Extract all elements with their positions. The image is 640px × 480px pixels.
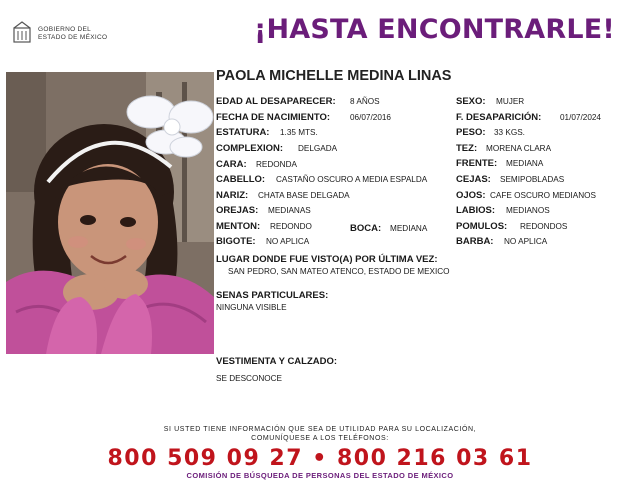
label-cabello: CABELLO:: [216, 174, 266, 185]
coat-of-arms-icon: [12, 20, 32, 44]
phone-separator: •: [312, 446, 328, 471]
label-pomulos: POMULOS:: [456, 221, 508, 232]
footer-note-line2: COMUNÍQUESE A LOS TELÉFONOS:: [251, 435, 389, 442]
label-tez: TEZ:: [456, 143, 478, 154]
value-fecha-nacimiento: 06/07/2016: [350, 113, 391, 122]
value-complexion: DELGADA: [298, 144, 338, 153]
headline: ¡HASTA ENCONTRARLE!: [254, 14, 615, 45]
label-labios: LABIOS:: [456, 205, 496, 216]
label-nariz: NARIZ:: [216, 190, 249, 201]
label-orejas: OREJAS:: [216, 205, 259, 216]
value-peso: 33 KGS.: [494, 128, 525, 137]
value-orejas: MEDIANAS: [268, 206, 311, 215]
value-barba: NO APLICA: [504, 237, 548, 246]
value-ojos: CAFE OSCURO MEDIANOS: [490, 191, 596, 200]
gov-line1: GOBIERNO DEL: [38, 26, 92, 33]
label-frente: FRENTE:: [456, 158, 498, 169]
value-bigote: NO APLICA: [266, 237, 310, 246]
value-menton: REDONDO: [270, 222, 312, 231]
value-labios: MEDIANOS: [506, 206, 550, 215]
value-cabello: CASTAÑO OSCURO A MEDIA ESPALDA: [276, 175, 428, 184]
label-fecha-nacimiento: FECHA DE NACIMIENTO:: [216, 112, 330, 123]
label-bigote: BIGOTE:: [216, 236, 256, 247]
government-logo: [12, 20, 120, 46]
label-edad: EDAD AL DESAPARECER:: [216, 96, 336, 107]
label-f-desaparicion: F. DESAPARICIÓN:: [456, 112, 542, 123]
label-cara: CARA:: [216, 159, 247, 170]
label-vestimenta: VESTIMENTA Y CALZADO:: [216, 356, 338, 367]
label-ojos: OJOS:: [456, 190, 486, 201]
value-f-desaparicion: 01/07/2024: [560, 113, 601, 122]
value-cejas: SEMIPOBLADAS: [500, 175, 565, 184]
photo-illustration: [6, 72, 214, 354]
label-boca: BOCA:: [350, 223, 382, 234]
commission-name: COMISIÓN DE BÚSQUEDA DE PERSONAS DEL ESTADO DE MÉXICO: [186, 471, 454, 480]
value-frente: MEDIANA: [506, 159, 544, 168]
value-estatura: 1.35 MTS.: [280, 128, 318, 137]
label-last-seen: LUGAR DONDE FUE VISTO(A) POR ÚLTIMA VEZ:: [216, 254, 438, 265]
label-senas: SENAS PARTICULARES:: [216, 290, 329, 301]
phone-number-2[interactable]: 800 216 03 61: [336, 446, 533, 471]
value-sexo: MUJER: [496, 97, 525, 106]
phone-number-1[interactable]: 800 509 09 27: [107, 446, 304, 471]
gov-line2: ESTADO DE MÉXICO: [38, 34, 108, 41]
label-cejas: CEJAS:: [456, 174, 491, 185]
phone-numbers: [0, 446, 640, 471]
label-estatura: ESTATURA:: [216, 127, 270, 138]
value-boca: MEDIANA: [390, 224, 428, 233]
footer-note-line1: SI USTED TIENE INFORMACIÓN QUE SEA DE UTILIDAD PARA SU LOCALIZACIÓN,: [163, 426, 477, 433]
missing-person-photo: [6, 72, 214, 354]
value-tez: MORENA CLARA: [486, 144, 552, 153]
value-senas: NINGUNA VISIBLE: [216, 303, 287, 312]
label-menton: MENTON:: [216, 221, 261, 232]
value-cara: REDONDA: [256, 160, 297, 169]
label-sexo: SEXO:: [456, 96, 486, 107]
value-pomulos: REDONDOS: [520, 222, 568, 231]
value-nariz: CHATA BASE DELGADA: [258, 191, 350, 200]
value-edad: 8 AÑOS: [350, 97, 380, 106]
label-peso: PESO:: [456, 127, 486, 138]
label-barba: BARBA:: [456, 236, 494, 247]
value-vestimenta: SE DESCONOCE: [216, 374, 282, 383]
label-complexion: COMPLEXION:: [216, 143, 284, 154]
person-name: PAOLA MICHELLE MEDINA LINAS: [216, 68, 452, 84]
value-last-seen: SAN PEDRO, SAN MATEO ATENCO, ESTADO DE MEXICO: [228, 267, 450, 276]
